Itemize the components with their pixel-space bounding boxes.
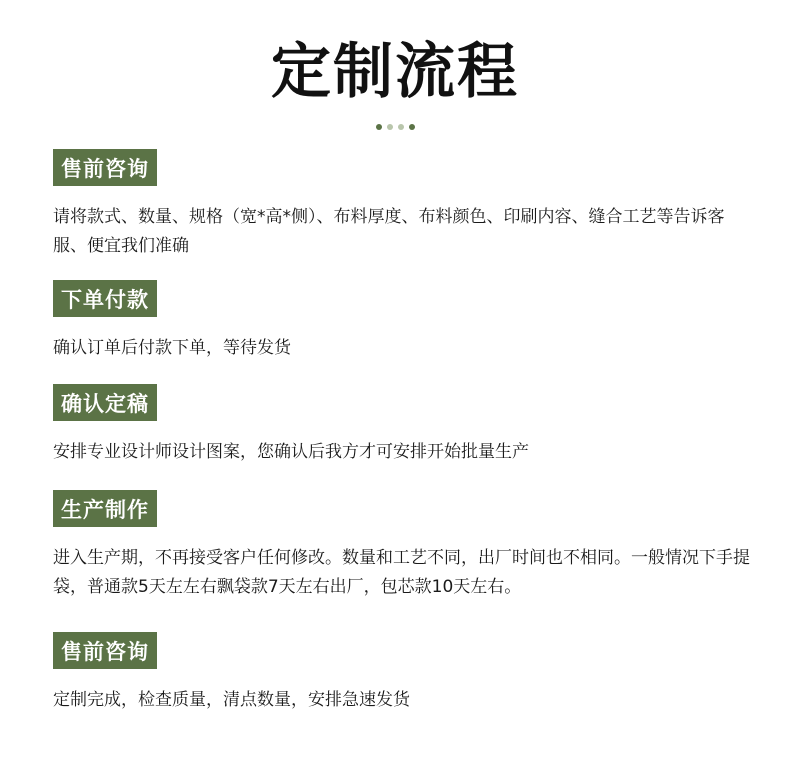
- dot-light: [398, 124, 404, 130]
- section-heading-presale: 售前咨询: [53, 149, 157, 186]
- dot-light: [387, 124, 393, 130]
- dot-dark: [409, 124, 415, 130]
- dot-dark: [376, 124, 382, 130]
- section-text-presale: 请将款式、数量、规格（宽*高*侧）、布料厚度、布料颜色、印刷内容、缝合工艺等告诉客服、便宜我们准确: [53, 207, 725, 256]
- section-text-production: 进入生产期，不再接受客户任何修改。数量和工艺不同，出厂时间也不相同。一般情况下手提袋，普通款5天左左右飘袋款7天左右出厂，包芯款10天左右。: [53, 548, 750, 597]
- section-heading-confirm-design: 确认定稿: [53, 384, 157, 421]
- section-heading-order-payment: 下单付款: [53, 280, 157, 317]
- section-heading-production: 生产制作: [53, 490, 157, 527]
- section-text-confirm-design: 安排专业设计师设计图案，您确认后我方才可安排开始批量生产: [53, 442, 529, 462]
- section-text-order-payment: 确认订单后付款下单，等待发货: [53, 338, 291, 358]
- section-text-delivery: 定制完成，检查质量，清点数量，安排急速发货: [53, 690, 410, 710]
- page-title: 定制流程: [271, 37, 519, 107]
- decorative-dots: [0, 124, 790, 130]
- section-heading-delivery: 售前咨询: [53, 632, 157, 669]
